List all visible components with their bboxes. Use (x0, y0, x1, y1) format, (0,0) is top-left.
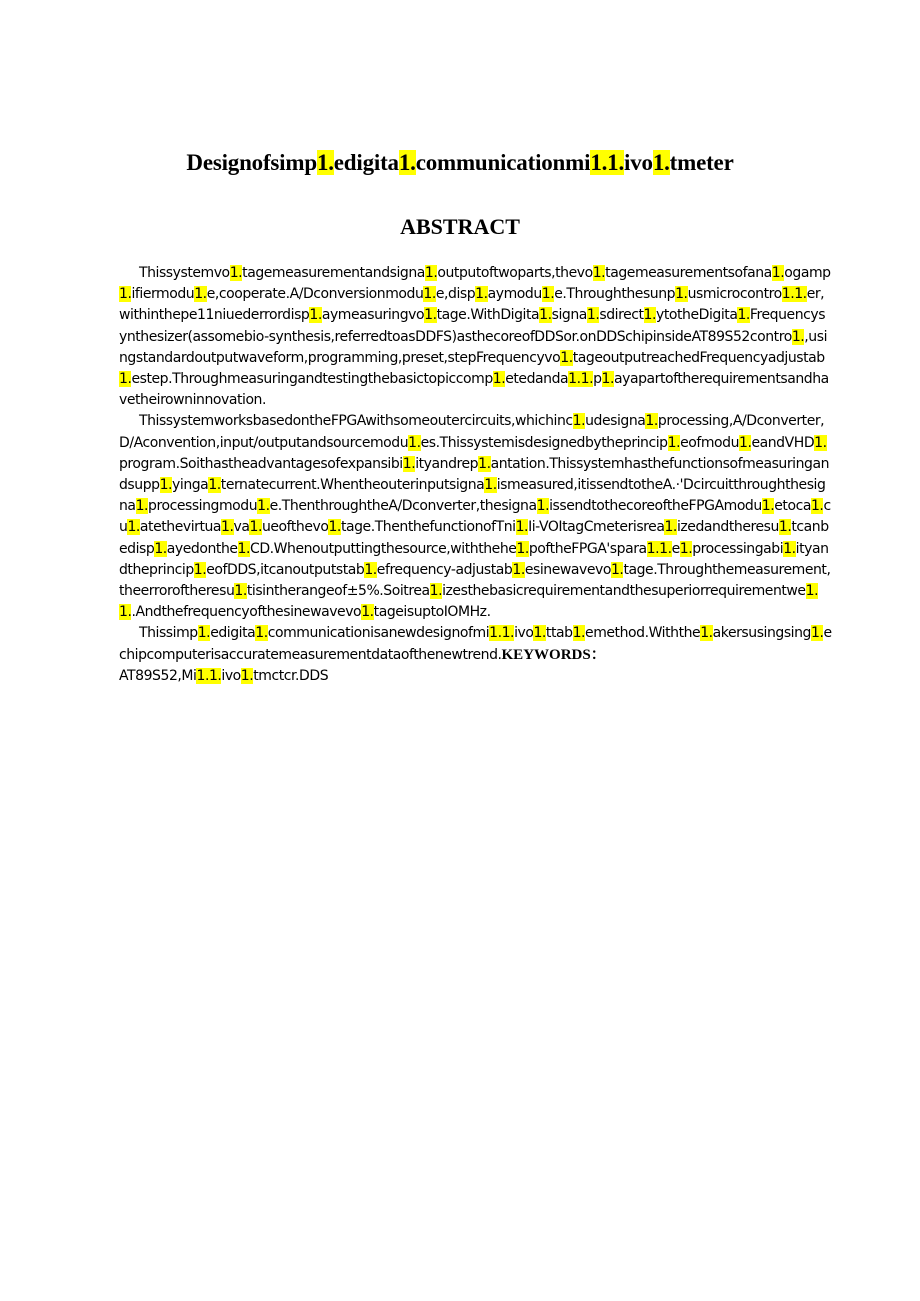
highlight-mark: 1. (255, 625, 268, 642)
highlight-mark: 1. (197, 625, 211, 642)
highlight-mark: 1. (484, 477, 497, 494)
highlight-mark: 1. (398, 150, 416, 175)
highlight-mark: 1. (408, 434, 421, 451)
highlight-mark: 1. (221, 519, 234, 536)
highlight-mark: 1. (234, 583, 247, 600)
highlight-mark: 1. (652, 150, 670, 175)
highlight-mark: 1. (645, 413, 658, 430)
highlight-mark: 1. (783, 540, 796, 557)
highlight-mark: 1. (810, 625, 824, 642)
highlight-mark: 1. (423, 286, 436, 303)
document-title: Designofsimp1.edigita1.communicationmi1.1.ivo1.tmeter (186, 150, 734, 175)
abstract-body (119, 263, 832, 687)
highlight-mark: 1. (478, 455, 491, 472)
highlight-mark: 1.1. (196, 667, 222, 684)
highlight-mark: 1. (667, 434, 681, 451)
highlight-mark: 1. (592, 265, 606, 281)
highlight-mark: 1. (492, 371, 506, 388)
highlight-mark: 1. (700, 625, 713, 642)
highlight-mark: 1. (533, 625, 546, 642)
highlight-mark: 1. (208, 477, 221, 494)
highlight-mark: 1.1. (568, 371, 594, 388)
highlight-mark: 1. (601, 371, 614, 388)
highlight-mark: 1. (572, 413, 586, 430)
highlight-mark: 1.1. (119, 583, 819, 621)
highlight-mark: 1.1. (590, 150, 625, 175)
highlight-mark: 1. (135, 498, 149, 515)
highlight-mark: 1. (536, 498, 550, 515)
highlight-mark: 1. (424, 265, 438, 281)
keywords-line: AT89S52,Mi1.1.ivo1.tmctcr.DDS (119, 667, 329, 684)
highlight-mark: 1.1. (781, 286, 807, 303)
highlight-mark: 1. (240, 667, 254, 684)
highlight-mark: 1.1. (646, 540, 672, 557)
highlight-mark: 1. (237, 540, 250, 557)
highlight-mark: 1. (429, 583, 443, 600)
highlight-mark: 1. (560, 349, 573, 366)
highlight-mark: 1. (586, 307, 600, 324)
keywords-label: KEYWORDS： (501, 646, 606, 663)
highlight-mark: 1. (194, 286, 207, 303)
highlight-mark: 1. (572, 625, 586, 642)
highlight-mark: 1. (679, 540, 693, 557)
highlight-mark: 1. (791, 328, 805, 345)
highlight-mark: 1. (159, 477, 173, 494)
highlight-mark: 1. (119, 371, 132, 388)
abstract-paragraph-1: Thissystemvo1.tagemeasurementandsigna1.outputoftwoparts,thevo1.tagemeasurementsofana1.ogamp1.ifiermodu1.e,cooperate.A/Dconversionmodu1.e,disp1.aymodu1.e.Throughthesunp1.usmicrocontro1.1.er,withinthepe11niuederrordisp1.aymeasuringvo1.tage.WithDigita1.signa1.sdirect1.ytotheDigita1.Frequencysynthesizer(assomebio-synthesis,referredtoasDDFS)asthecoreofDDSor.onDDSchipinsideAT89S52contro1.,usingstandardoutputwaveform,programming,preset,stepFrequencyvo1.tageoutputreachedFrequencyadjustab1.estep.Throughmeasuringandtestingthebasictopiccomp1.etedanda1.1.p1.ayapartoftherequirementsandhavetheirowninnovation. (119, 265, 831, 409)
highlight-mark: 1.1. (489, 625, 515, 642)
highlight-mark: 1. (516, 540, 529, 557)
highlight-mark: 1. (127, 519, 140, 536)
highlight-mark: 1. (361, 604, 374, 621)
highlight-mark: 1. (424, 307, 437, 324)
highlight-mark: 1. (814, 434, 827, 451)
highlight-mark: 1. (778, 519, 792, 536)
highlight-mark: 1. (229, 265, 243, 281)
highlight-mark: 1. (193, 561, 207, 578)
highlight-mark: 1. (771, 265, 785, 281)
highlight-mark: 1. (737, 307, 750, 324)
highlight-mark: 1. (761, 498, 775, 515)
highlight-mark: 1. (257, 498, 270, 515)
highlight-mark: 1. (515, 519, 529, 536)
abstract-paragraph-2: ThissystemworksbasedontheFPGAwithsomeoutercircuits,whichinc1.udesigna1.processing,A/Dconverter,D/Aconvention,input/outputandsourcemodu1.es.Thissystemisdesignedbytheprincip1.eofmodu1.eandVHD1.program.Soithastheadvantagesofexpansibi1.ityandrep1.antation.Thissystemhasthefunctionsofmeasuringandsupp1.yinga1.ternatecurrent.Whentheouterinputsigna1.ismeasured,itissendtotheA.·'Dcircuitthroughthesigna1.processingmodu1.e.ThenthroughtheA/Dconverter,thesigna1.issendtothecoreoftheFPGAmodu1.etoca1.cu1.atethevirtua1.va1.ueofthevo1.tage.ThenthefunctionofTni1.Ii-VOItagCmeterisrea1.izedandtheresu1.tcanbedisp1.ayedonthe1.CD.Whenoutputtingthesource,withthehe1.poftheFPGA'spara1.1.e1.processingabi1.ityandtheprincip1.eofDDS,itcanoutputstab1.efrequency-adjustab1.esinewavevo1.tage.Throughthemeasurement,theerroroftheresu1.tisintherangeof±5%.Soitrea1.izesthebasicrequirementandthesuperiorrequirementwe1.1..Andthefrequencyofthesinewavevo1.tageisuptoIOMHz. (119, 413, 831, 621)
highlight-mark: 1. (309, 307, 322, 324)
highlight-mark: 1. (119, 286, 132, 303)
abstract-paragraph-3 (119, 623, 832, 665)
abstract-paragraph-3-text: Thissimp1.edigita1.communicationisanewdesignofmi1.1.ivo1.ttab1.emethod.Withthe1.akersusingsing1.echipcomputerisaccuratemeasurementdataofthenewtrend. (119, 625, 832, 663)
highlight-mark: 1. (328, 519, 341, 536)
highlight-mark: 1. (402, 455, 416, 472)
highlight-mark: 1. (475, 286, 488, 303)
highlight-mark: 1. (643, 307, 657, 324)
highlight-mark: 1. (364, 561, 377, 578)
highlight-mark: 1. (810, 498, 824, 515)
highlight-mark: 1. (541, 286, 555, 303)
highlight-mark: 1. (539, 307, 552, 324)
highlight-mark: 1. (675, 286, 688, 303)
highlight-mark: 1. (512, 561, 525, 578)
highlight-mark: 1. (739, 434, 752, 451)
highlight-mark: 1. (610, 561, 624, 578)
highlight-mark: 1. (154, 540, 167, 557)
highlight-mark: 1. (316, 150, 334, 175)
highlight-mark: 1. (664, 519, 677, 536)
highlight-mark: 1. (249, 519, 262, 536)
abstract-heading: ABSTRACT (400, 214, 520, 239)
